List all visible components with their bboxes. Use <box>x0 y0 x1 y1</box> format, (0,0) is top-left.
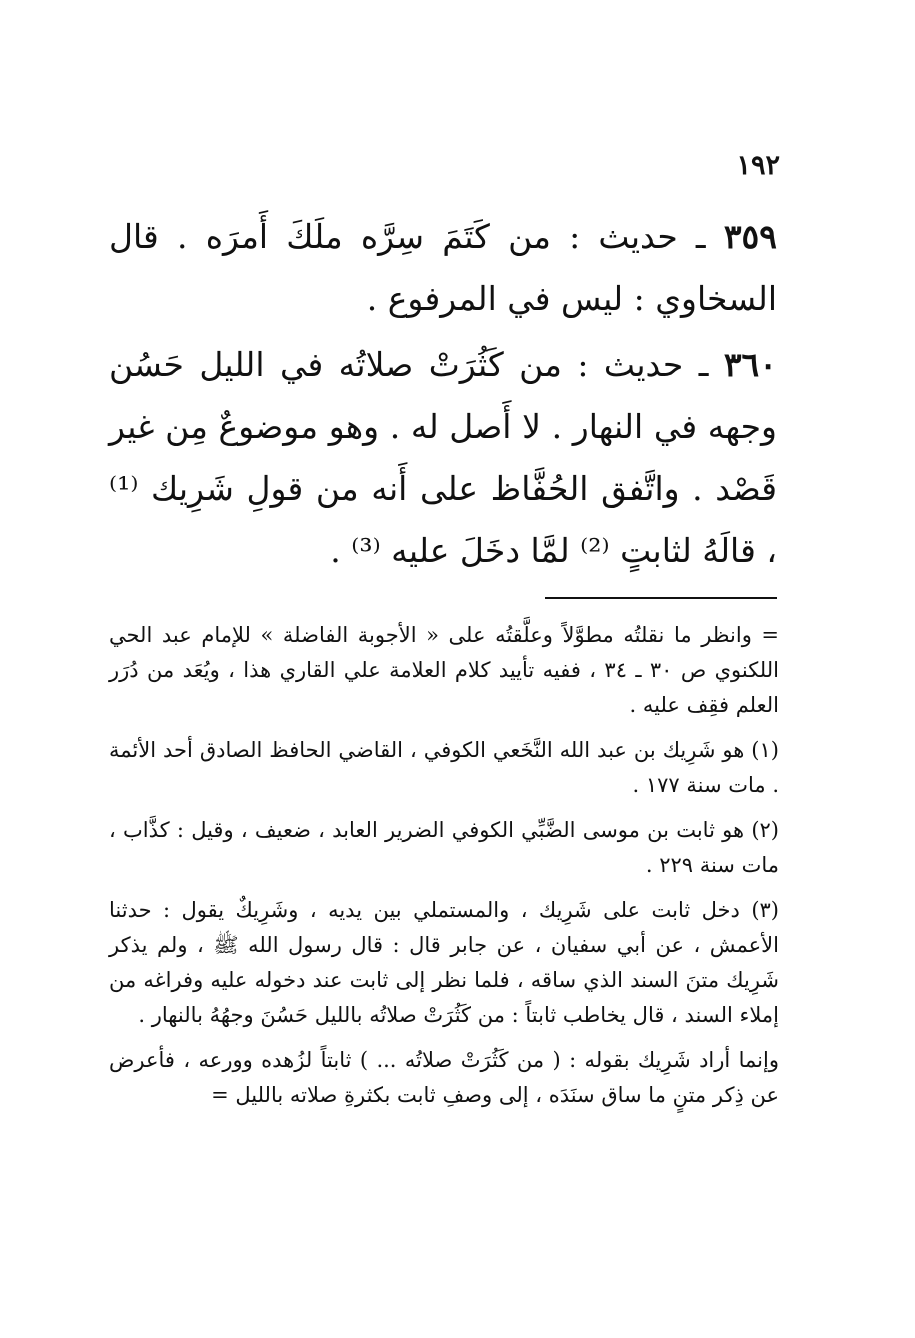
entry-359 <box>109 206 777 330</box>
entry-number: ٣٥٩ <box>723 217 777 256</box>
footnote-3-continued: وإنما أراد شَرِيك بقوله : ( من كَثُرَتْ صلاتُه ... ) ثابتاً لزُهده وورعه ، فأعرض عن ذِكر متنٍ ما ساق سنَدَه ، إلى وصفِ ثابت بكثرةِ صلاته بالليل = <box>109 1048 779 1107</box>
footnotes <box>109 618 779 1123</box>
footnote-2: (٢) هو ثابت بن موسى الضَّبِّي الكوفي الضرير العابد ، ضعيف ، وقيل : كذَّاب ، مات سنة ٢٢٩ . <box>109 818 779 877</box>
page-number: ١٩٢ <box>736 150 780 181</box>
footnote-continuation: = وانظر ما نقلتُه مطوَّلاً وعلَّقتُه على « الأجوبة الفاضلة » للإمام عبد الحي اللكنوي ص ٣٠ ـ ٣٤ ، ففيه تأييد كلام العلامة علي القاري هذا ، ويُعَد من دُرَر العلم فقِف عليه . <box>109 623 779 717</box>
entry-text: ـ حديث : من كَتَمَ سِرَّه ملَكَ أَمرَه . قال السخاوي : ليس في المرفوع . <box>109 217 777 318</box>
entry-number: ٣٦٠ <box>723 345 777 384</box>
footnote-1: (١) هو شَرِيك بن عبد الله النَّخَعي الكوفي ، القاضي الحافظ الصادق أحد الأئمة . مات سنة ١٧٧ . <box>109 738 779 797</box>
entry-360 <box>109 334 777 582</box>
footnote-divider <box>545 597 777 599</box>
footnote-3: (٣) دخل ثابت على شَرِيك ، والمستملي بين يديه ، وشَرِيكٌ يقول : حدثنا الأعمش ، عن أبي سفيان ، عن جابر قال : قال رسول الله ﷺ ، ولم يذكر شَرِيك متنَ السند الذي ساقه ، فلما نظر إلى ثابت عند دخوله عليه وفراغه من إملاء السند ، قال يخاطب ثابتاً : من كَثُرَتْ صلاتُه بالليل حَسُنَ وجهُهُ بالنهار . <box>109 898 779 1027</box>
entry-text: ـ حديث : من كَثُرَتْ صلاتُه في الليل حَسُن وجهه في النهار . لا أَصل له . وهو موضوعٌ مِن غير قَصْد . واتَّفق الحُفَّاظ على أَنه من قولِ شَرِيك ⁽¹⁾ ، قالَهُ لثابتٍ ⁽²⁾ لمَّا دخَلَ عليه ⁽³⁾ . <box>109 345 777 570</box>
main-text <box>109 206 777 586</box>
